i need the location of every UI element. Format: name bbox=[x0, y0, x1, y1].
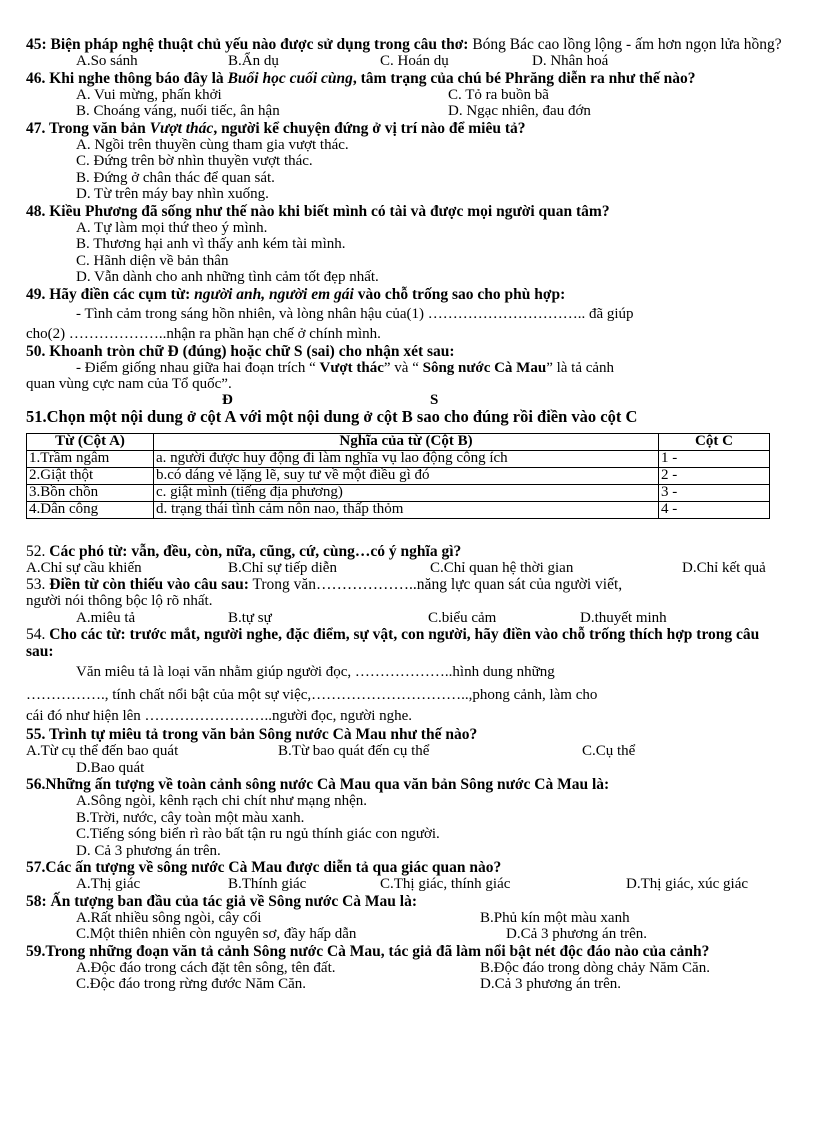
option: D.Bao quát bbox=[76, 759, 145, 776]
statement-text: ” và “ bbox=[383, 359, 423, 376]
table-cell: b.có dáng vẻ lặng lẽ, suy tư về một điều gì đó bbox=[154, 467, 659, 484]
option: A.Rất nhiều sông ngòi, cây cối bbox=[76, 909, 262, 926]
question-59-options-row1 bbox=[26, 960, 790, 977]
question-46-title-end: , tâm trạng của chú bé Phrăng diễn ra như thế nào? bbox=[352, 69, 696, 87]
question-47-title: 47. Trong văn bản bbox=[26, 119, 150, 137]
question-49-line1: - Tình cảm trong sáng hồn nhiên, và lòng nhân hậu của(1) ………………………….. đã giúp bbox=[76, 305, 634, 322]
option: C. Hãnh diện về bản thân bbox=[76, 252, 229, 269]
question-54-title: Cho các từ: trước mắt, người nghe, đặc điểm, sự vật, con người, hãy điền vào chỗ trống thích hợp trong câu sau: bbox=[26, 626, 760, 660]
option: B. Đứng ở chân thác để quan sát. bbox=[76, 169, 275, 186]
option: B.Thính giác bbox=[228, 876, 307, 892]
question-50-title: 50. Khoanh tròn chữ Đ (đúng) hoặc chữ S (sai) cho nhận xét sau: bbox=[26, 342, 455, 360]
question-50-answers bbox=[26, 393, 790, 408]
column-header: Cột C bbox=[659, 433, 770, 450]
option: D.Cả 3 phương án trên. bbox=[506, 926, 648, 942]
question-55-options bbox=[26, 743, 790, 760]
question-59-title: 59.Trong những đoạn văn tả cảnh Sông nước Cà Mau, tác giả đã làm nổi bật nét độc đáo nào của cảnh? bbox=[26, 942, 710, 960]
table-row bbox=[27, 450, 770, 467]
question-52-options bbox=[26, 560, 790, 577]
option: C. Tỏ ra buồn bã bbox=[448, 86, 549, 103]
option: A. Vui mừng, phấn khởi bbox=[76, 86, 222, 103]
question-46 bbox=[26, 70, 790, 87]
table-cell: a. người được huy động đi làm nghĩa vụ lao động công ích bbox=[154, 450, 659, 467]
answer-cell[interactable]: 4 - bbox=[659, 501, 770, 518]
question-57-title: 57.Các ấn tượng về sông nước Cà Mau được diễn tả qua giác quan nào? bbox=[26, 859, 502, 876]
question-45-text: Bóng Bác cao lồng lộng - ấm hơn ngọn lửa hồng? bbox=[468, 36, 782, 53]
answer-cell[interactable]: 3 - bbox=[659, 484, 770, 501]
option: D.thuyết minh bbox=[580, 609, 667, 626]
option: A.Thị giác bbox=[76, 876, 141, 892]
option: B. Choáng váng, nuối tiếc, ân hận bbox=[76, 103, 280, 119]
option: C. Hoán dụ bbox=[380, 53, 449, 69]
question-54-line3: cái đó như hiện lên ……………………..người đọc, người nghe. bbox=[26, 708, 413, 724]
question-49 bbox=[26, 286, 790, 303]
table-row bbox=[27, 467, 770, 484]
question-50-statement bbox=[26, 360, 790, 377]
question-47 bbox=[26, 120, 790, 137]
option: A.miêu tả bbox=[76, 609, 136, 626]
question-45 bbox=[26, 36, 790, 53]
question-47-title-emphasis: Vượt thác bbox=[149, 119, 214, 137]
statement-quote: Vượt thác bbox=[319, 359, 384, 376]
column-header: Từ (Cột A) bbox=[27, 433, 154, 450]
question-58-options-row1 bbox=[26, 910, 790, 927]
question-54 bbox=[26, 626, 790, 660]
question-49-title-emphasis: người anh, người em gái bbox=[194, 285, 354, 303]
table-cell: 2.Giật thột bbox=[27, 467, 154, 484]
question-45-options bbox=[26, 53, 790, 70]
question-46-title: 46. Khi nghe thông báo đây là bbox=[26, 69, 228, 87]
option: D.Cả 3 phương án trên. bbox=[480, 976, 622, 992]
option: D. Từ trên máy bay nhìn xuống. bbox=[76, 186, 269, 202]
table-row bbox=[27, 501, 770, 518]
table-row bbox=[27, 484, 770, 501]
option: C.biểu cảm bbox=[428, 609, 497, 626]
question-54-line2: ……………., tính chất nổi bật của một sự việc,…………………………..,phong cảnh, làm cho bbox=[26, 687, 598, 703]
question-number: 53. bbox=[26, 576, 50, 593]
question-45-title: 45: Biện pháp nghệ thuật chủ yếu nào được sử dụng trong câu thơ: bbox=[26, 36, 469, 53]
question-number: 52. bbox=[26, 542, 50, 560]
table-cell: 4.Dân công bbox=[27, 501, 154, 518]
option: D. Cả 3 phương án trên. bbox=[76, 842, 221, 859]
statement-quote: Sông nước Cà Mau bbox=[422, 359, 547, 376]
option: C.Cụ thể bbox=[582, 743, 636, 759]
option: C.Thị giác, thính giác bbox=[380, 876, 511, 892]
option: B.Ẩn dụ bbox=[228, 53, 279, 69]
option: A.So sánh bbox=[76, 53, 138, 69]
option: D.Chỉ kết quả bbox=[682, 559, 766, 576]
option: C.Chỉ quan hệ thời gian bbox=[430, 559, 574, 576]
option: C. Đứng trên bờ nhìn thuyền vượt thác. bbox=[76, 153, 313, 169]
option: B.Độc đáo trong dòng chảy Năm Căn. bbox=[480, 959, 710, 976]
answer-false[interactable]: S bbox=[430, 391, 439, 408]
table-cell: 1.Trầm ngâm bbox=[27, 450, 154, 467]
question-53-options bbox=[26, 610, 790, 627]
question-46-options-row1 bbox=[26, 87, 790, 104]
option: B.Phủ kín một màu xanh bbox=[480, 909, 630, 926]
option: A.Độc đáo trong cách đặt tên sông, tên đất. bbox=[76, 959, 336, 976]
table-cell: c. giật mình (tiếng địa phương) bbox=[154, 484, 659, 501]
exam-page bbox=[26, 36, 790, 993]
answer-true[interactable]: Đ bbox=[222, 391, 233, 408]
option: C.Độc đáo trong rừng đước Năm Căn. bbox=[76, 976, 306, 992]
option: B.Chỉ sự tiếp diễn bbox=[228, 559, 337, 576]
answer-cell[interactable]: 2 - bbox=[659, 467, 770, 484]
question-51-title: 51.Chọn một nội dung ở cột A với một nội dung ở cột B sao cho đúng rồi điền vào cột C bbox=[26, 406, 638, 426]
answer-cell[interactable]: 1 - bbox=[659, 450, 770, 467]
question-52 bbox=[26, 543, 790, 560]
option: A.Sông ngòi, kênh rạch chi chít như mạng nhện. bbox=[76, 793, 367, 809]
question-53-title: Điền từ còn thiếu vào câu sau: bbox=[49, 576, 249, 593]
question-49-line2: cho(2) ………………..nhận ra phần hạn chế ở chính mình. bbox=[26, 325, 381, 342]
option: A. Ngồi trên thuyền cùng tham gia vượt thác. bbox=[76, 136, 349, 153]
question-53-text: Trong văn………………..năng lực quan sát của người viết, bbox=[248, 576, 623, 593]
question-47-title-end: , người kể chuyện đứng ở vị trí nào để miêu tả? bbox=[213, 119, 526, 137]
option: D. Vẫn dành cho anh những tình cảm tốt đẹp nhất. bbox=[76, 269, 379, 285]
question-48-title: 48. Kiều Phương đã sống như thế nào khi biết mình có tài và được mọi người quan tâm? bbox=[26, 202, 610, 220]
table-header-row bbox=[27, 433, 770, 450]
option: B.Trời, nước, cây toàn một màu xanh. bbox=[76, 809, 305, 826]
table-cell: 3.Bồn chồn bbox=[27, 484, 154, 501]
question-54-line1: Văn miêu tả là loại văn nhằm giúp người đọc, ………………..hình dung những bbox=[76, 664, 555, 680]
question-49-title-end: vào chỗ trống sao cho phù hợp: bbox=[353, 285, 566, 303]
question-49-title: 49. Hãy điền các cụm từ: bbox=[26, 285, 195, 303]
option: D. Ngạc nhiên, đau đớn bbox=[448, 103, 591, 119]
question-50-statement-cont: quan vùng cực nam của Tổ quốc”. bbox=[26, 376, 232, 392]
option: C.Một thiên nhiên còn nguyên sơ, đầy hấp dẫn bbox=[76, 926, 357, 942]
statement-text: - Điểm giống nhau giữa hai đoạn trích “ bbox=[76, 359, 320, 376]
option: A. Tự làm mọi thứ theo ý mình. bbox=[76, 219, 268, 236]
question-56-title: 56.Những ấn tượng về toàn cảnh sông nước Cà Mau qua văn bản Sông nước Cà Mau là: bbox=[26, 776, 610, 793]
question-53-line2: người nói thông bộc lộ rõ nhất. bbox=[26, 593, 213, 609]
table-cell: d. trạng thái tình cảm nôn nao, thấp thỏm bbox=[154, 501, 659, 518]
question-number: 54. bbox=[26, 626, 50, 643]
option: B. Thương hại anh vì thấy anh kém tài mình. bbox=[76, 236, 346, 252]
option: D.Thị giác, xúc giác bbox=[626, 876, 749, 892]
column-header: Nghĩa của từ (Cột B) bbox=[154, 433, 659, 450]
question-58-title: 58: Ấn tượng ban đầu của tác giả về Sông nước Cà Mau là: bbox=[26, 892, 418, 910]
question-46-title-emphasis: Buổi học cuối cùng bbox=[227, 69, 353, 87]
question-46-options-row2 bbox=[26, 103, 790, 120]
option: D. Nhân hoá bbox=[532, 53, 609, 69]
option: C.Tiếng sóng biển rì rào bất tận ru ngủ thính giác con người. bbox=[76, 826, 440, 842]
option: B.Từ bao quát đến cụ thể bbox=[278, 743, 430, 759]
option: B.tự sự bbox=[228, 609, 272, 626]
question-55-title: 55. Trình tự miêu tả trong văn bản Sông nước Cà Mau như thế nào? bbox=[26, 726, 478, 743]
question-57-options bbox=[26, 876, 790, 893]
question-53 bbox=[26, 576, 790, 593]
question-58-options-row2 bbox=[26, 926, 790, 943]
question-59-options-row2 bbox=[26, 976, 790, 993]
option: A.Từ cụ thể đến bao quát bbox=[26, 743, 179, 759]
option: A.Chỉ sự cầu khiến bbox=[26, 559, 142, 576]
question-52-title: Các phó từ: vẫn, đều, còn, nữa, cũng, cứ, cùng…có ý nghĩa gì? bbox=[49, 542, 462, 560]
matching-table bbox=[26, 433, 770, 519]
statement-text: ” là tả cảnh bbox=[546, 359, 615, 376]
